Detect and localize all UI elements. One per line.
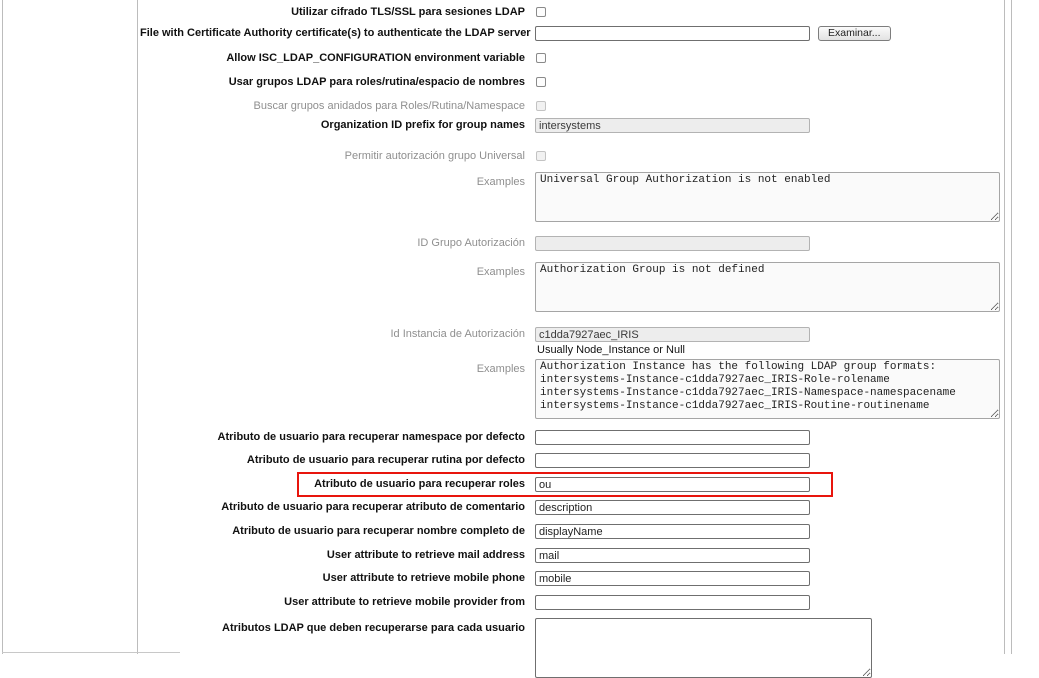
authorization-group-id-input: [535, 236, 810, 251]
field-label: Atributo de usuario para recuperar roles: [314, 478, 525, 490]
field-label: Buscar grupos anidados para Roles/Rutina/Namespace: [253, 100, 525, 112]
default-namespace-attribute-input[interactable]: [535, 430, 810, 445]
field-label: Atributo de usuario para recuperar nombre completo de: [232, 525, 525, 537]
field-label: Atributo de usuario para recuperar namespace por defecto: [217, 431, 525, 443]
field-label: User attribute to retrieve mobile provider from: [284, 596, 525, 608]
comment-attribute-input[interactable]: [535, 500, 810, 515]
field-label: Organization ID prefix for group names: [320, 119, 525, 131]
mobile-provider-attribute-input[interactable]: [535, 595, 810, 610]
field-label: Allow ISC_LDAP_CONFIGURATION environment variable: [226, 52, 525, 64]
universal-group-examples-textarea: [535, 172, 1000, 222]
browse-button[interactable]: Examinar...: [818, 26, 891, 41]
default-routine-attribute-input[interactable]: [535, 453, 810, 468]
field-row: [0, 430, 1039, 445]
field-row: [0, 571, 1039, 586]
tls-ssl-checkbox[interactable]: [536, 7, 546, 17]
universal-group-authorization-checkbox: [536, 151, 546, 161]
field-label: Atributo de usuario para recuperar atributo de comentario: [221, 501, 525, 513]
ldap-groups-checkbox[interactable]: [536, 77, 546, 87]
field-row: [0, 150, 1039, 162]
field-row: [0, 327, 1039, 342]
field-row: [0, 118, 1039, 133]
field-row: [0, 100, 1039, 112]
field-row: [0, 524, 1039, 539]
isc-ldap-configuration-checkbox[interactable]: [536, 53, 546, 63]
mobile-phone-attribute-input[interactable]: [535, 571, 810, 586]
nested-groups-checkbox: [536, 101, 546, 111]
field-row: [0, 453, 1039, 468]
field-label: Atributo de usuario para recuperar rutina por defecto: [246, 454, 525, 466]
field-label: Id Instancia de Autorización: [390, 328, 525, 340]
ca-certificate-file-input[interactable]: [535, 26, 810, 41]
group-format-examples-textarea: [535, 359, 1000, 419]
field-row: [0, 262, 1039, 312]
authorization-instance-helper-text: Usually Node_Instance or Null: [537, 344, 685, 356]
field-label: Examples: [476, 176, 525, 188]
field-row: [0, 26, 1039, 41]
field-row: [0, 52, 1039, 64]
field-label: File with Certificate Authority certificate(s) to authenticate the LDAP server: [140, 27, 531, 39]
field-label: User attribute to retrieve mobile phone: [322, 572, 525, 584]
field-row: [0, 236, 1039, 251]
field-label: Examples: [476, 363, 525, 375]
authorization-group-examples-textarea: [535, 262, 1000, 312]
field-label: User attribute to retrieve mail address: [326, 549, 525, 561]
field-label: Usar grupos LDAP para roles/rutina/espacio de nombres: [228, 76, 525, 88]
org-id-prefix-input: [535, 118, 810, 133]
mail-attribute-input[interactable]: [535, 548, 810, 563]
field-row: [0, 595, 1039, 610]
field-row: [0, 618, 1039, 678]
field-label: Permitir autorización grupo Universal: [344, 150, 525, 162]
field-label: Utilizar cifrado TLS/SSL para sesiones LDAP: [291, 6, 525, 18]
field-row: [0, 76, 1039, 88]
field-row: [0, 6, 1039, 18]
field-row: [0, 359, 1039, 419]
field-row: [0, 172, 1039, 222]
full-name-attribute-input[interactable]: [535, 524, 810, 539]
field-row: [0, 548, 1039, 563]
ldap-attributes-textarea[interactable]: [535, 618, 872, 678]
field-label: ID Grupo Autorización: [417, 237, 525, 249]
field-label: Atributos LDAP que deben recuperarse para cada usuario: [222, 622, 525, 634]
authorization-instance-id-input: [535, 327, 810, 342]
field-label: Examples: [476, 266, 525, 278]
field-row: [0, 500, 1039, 515]
highlight-annotation-box: [297, 472, 833, 497]
